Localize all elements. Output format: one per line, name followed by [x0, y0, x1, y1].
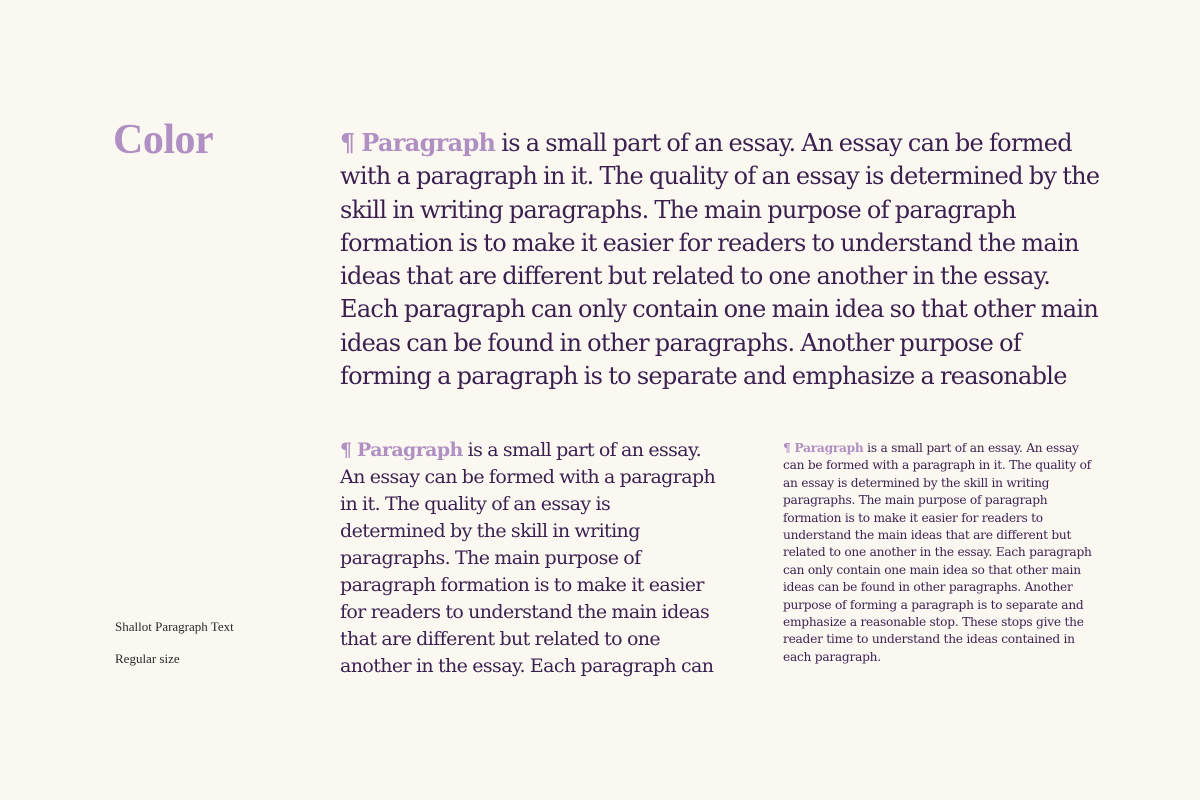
font-name-caption: Shallot Paragraph Text	[115, 619, 234, 634]
lead-word: Paragraph	[361, 128, 496, 157]
paragraph-sample-medium	[340, 437, 720, 680]
pilcrow-icon: ¶	[340, 439, 352, 461]
paragraph-body: is a small part of an essay. An essay can be formed with a paragraph in it. The quality of an essay is determined by the skill in writing paragraphs. The main purpose of paragraph formation is to make it easier for readers to understand the main ideas that are different but related to one another in the essay. Each paragraph can only contain one main idea so that other main ideas can be found in other paragraphs. Another purpose of forming a paragraph is to separate and emphasize a reasonable	[340, 129, 1100, 391]
lead-word: Paragraph	[357, 439, 463, 461]
paragraph-lead	[783, 441, 864, 455]
pilcrow-icon: ¶	[340, 128, 355, 157]
section-heading: Color	[113, 117, 214, 163]
paragraph-sample-large	[340, 126, 1100, 394]
paragraph-lead	[340, 128, 495, 157]
paragraph-sample-small	[783, 440, 1103, 666]
size-caption: Regular size	[115, 651, 180, 666]
paragraph-body: is a small part of an essay. An essay can be formed with a paragraph in it. The quality of an essay is determined by the skill in writing paragraphs. The main purpose of paragraph formation is to make it easier for readers to understand the main ideas that are different but related to one another in the essay. Each paragraph can only contain one main idea so that other main ideas can be found in other paragraphs. Another purpose of forming a paragraph is to separate and emphasize a reasonable stop. These stops give the reader time to understand the ideas contained in each paragraph.	[783, 441, 1092, 664]
lead-word: Paragraph	[794, 441, 864, 455]
paragraph-lead	[340, 439, 463, 461]
pilcrow-icon: ¶	[783, 441, 791, 455]
paragraph-body: is a small part of an essay. An essay can be formed with a paragraph in it. The quality of an essay is determined by the skill in writing paragraphs. The main purpose of paragraph formation is to make it easier for readers to understand the main ideas that are different but related to one another in the essay. Each paragraph can	[340, 439, 716, 677]
